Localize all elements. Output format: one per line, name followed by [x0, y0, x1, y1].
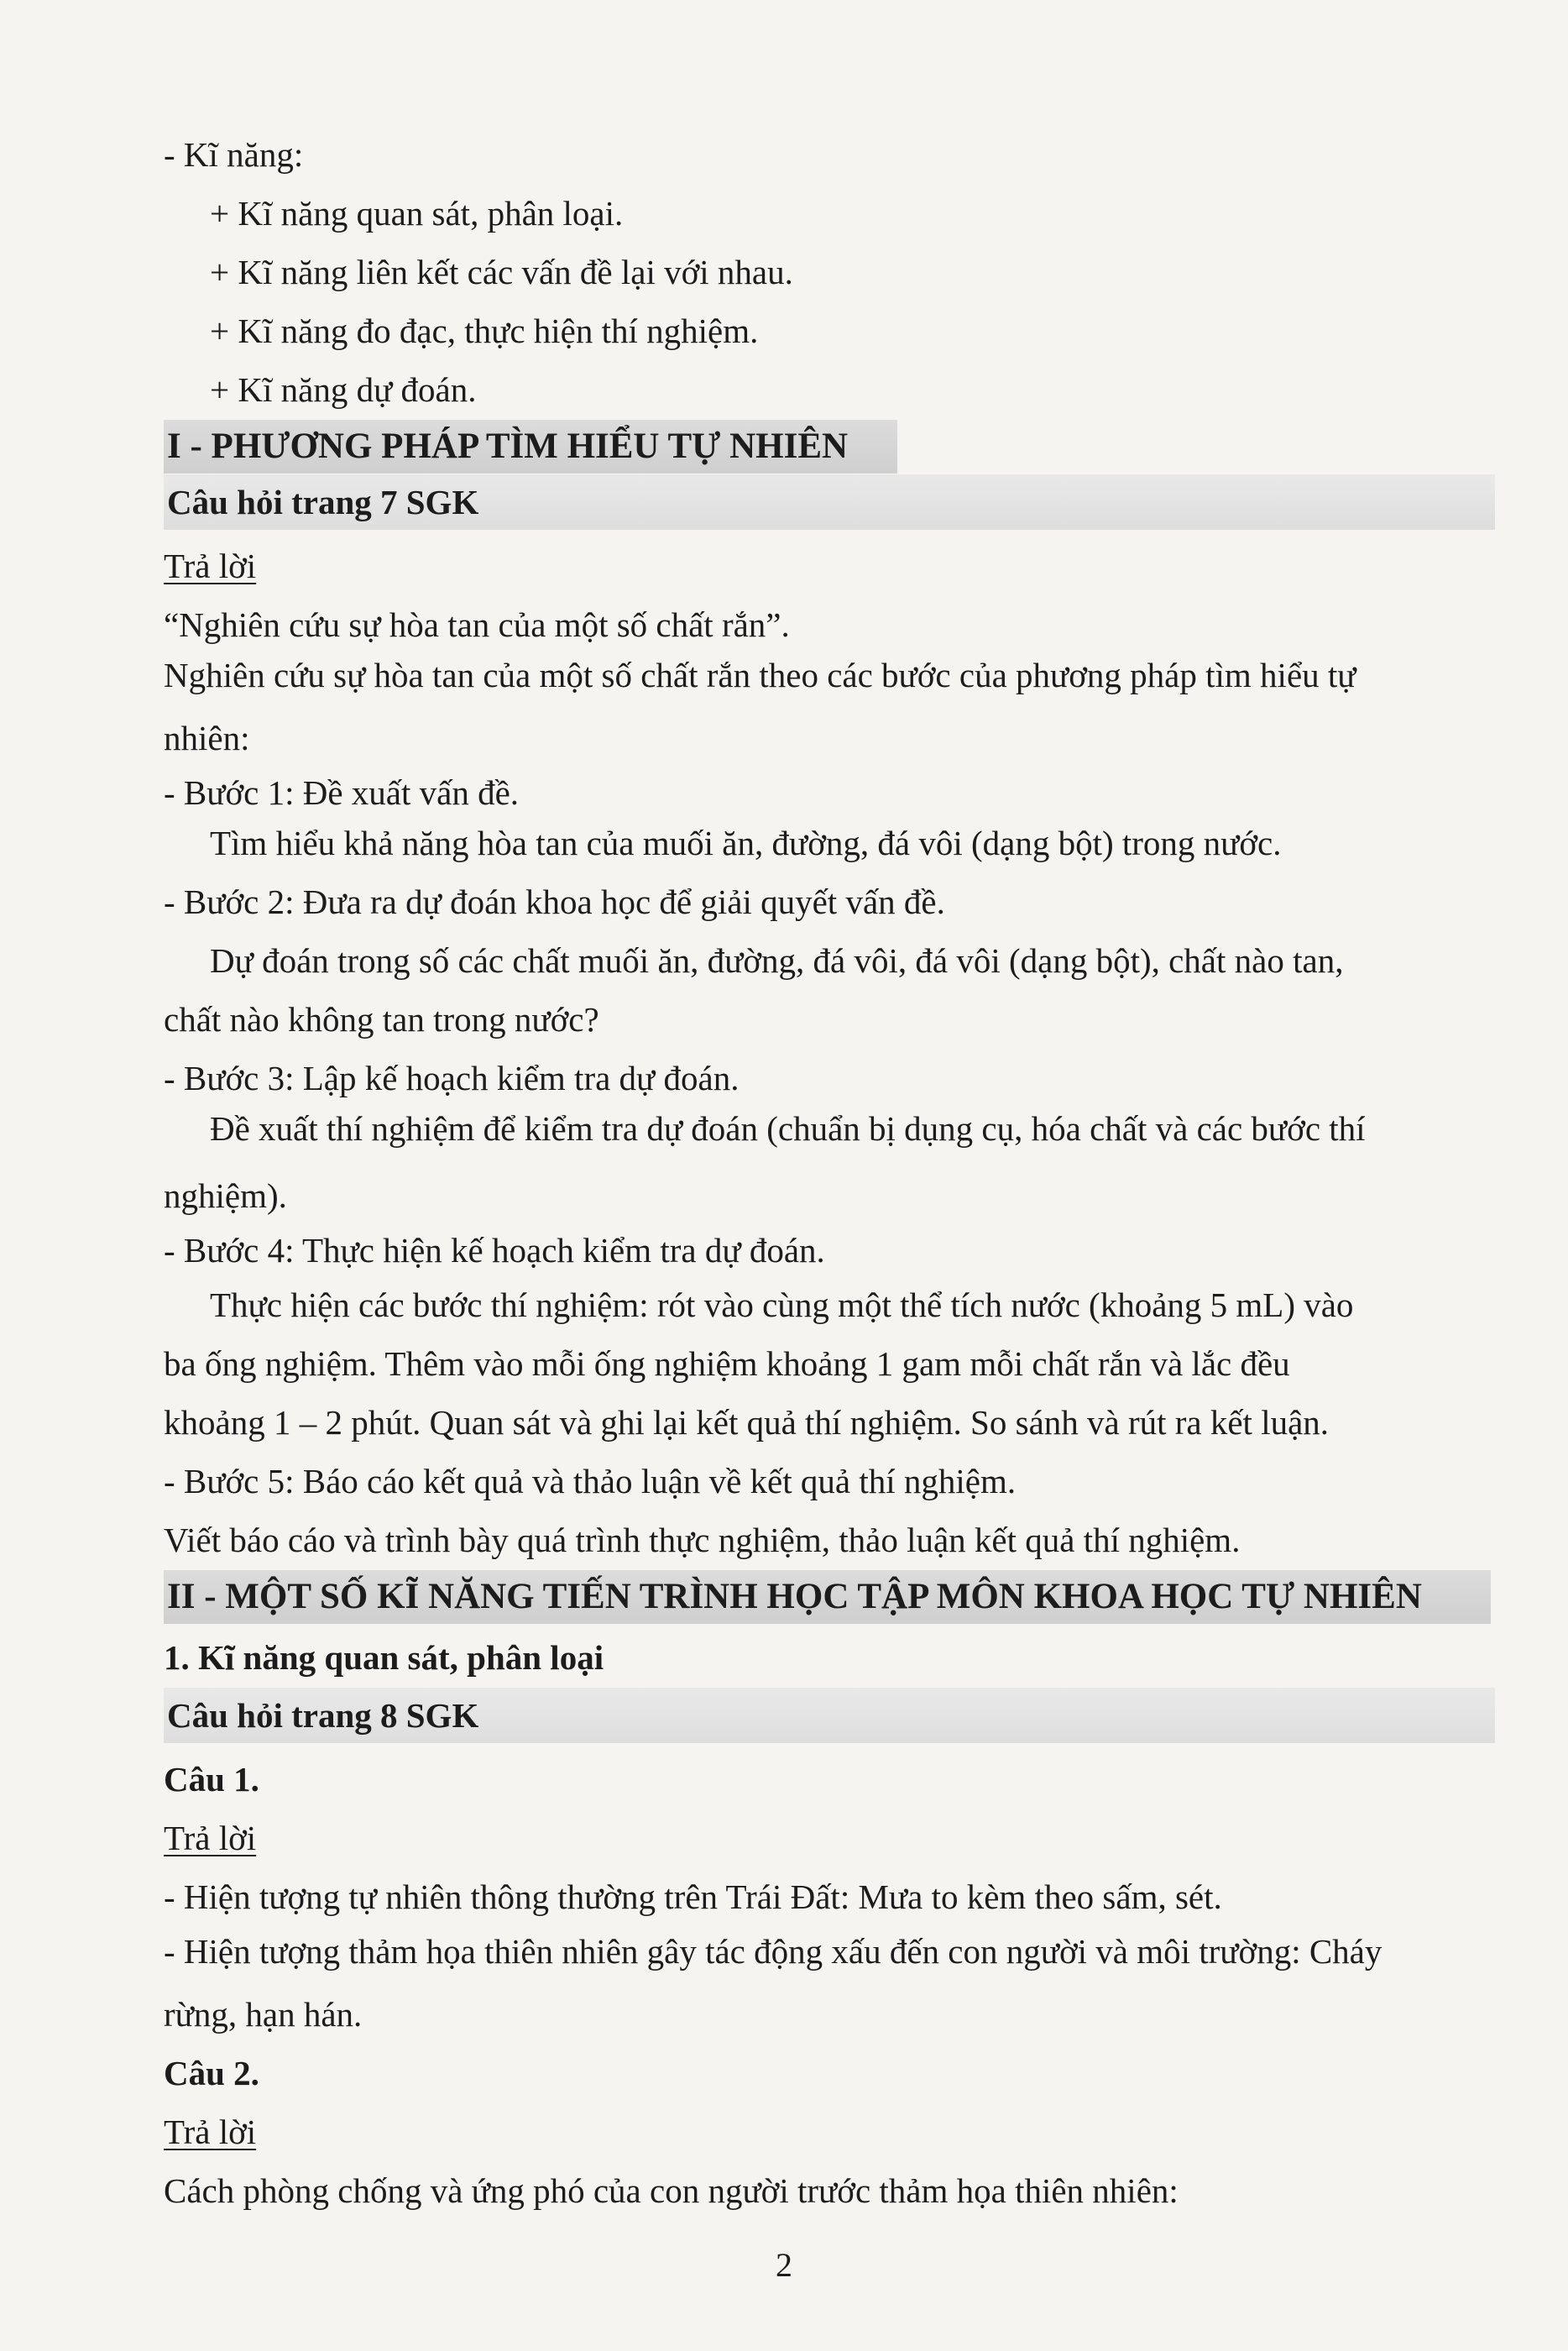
text-line: Dự đoán trong số các chất muối ăn, đường, đá vôi, đá vôi (dạng bột), chất nào tan,: [210, 941, 1344, 980]
text-line: Tìm hiểu khả năng hòa tan của muối ăn, đường, đá vôi (dạng bột) trong nước.: [210, 824, 1282, 862]
section-heading-2: II - MỘT SỐ KĨ NĂNG TIẾN TRÌNH HỌC TẬP MÔN KHOA HỌC TỰ NHIÊN: [164, 1570, 1491, 1624]
text-line: - Bước 5: Báo cáo kết quả và thảo luận về kết quả thí nghiệm.: [164, 1462, 1017, 1500]
text-line: + Kĩ năng liên kết các vấn đề lại với nhau.: [210, 253, 793, 291]
text-line: “Nghiên cứu sự hòa tan của một số chất rắn”.: [164, 605, 790, 644]
text-line: Đề xuất thí nghiệm để kiểm tra dự đoán (chuẩn bị dụng cụ, hóa chất và các bước thí: [210, 1109, 1366, 1148]
question-number: Câu 1.: [164, 1760, 259, 1799]
answer-label: Trả lời: [164, 547, 257, 585]
question-number: Câu 2.: [164, 2054, 259, 2092]
question-band: Câu hỏi trang 7 SGK: [164, 474, 1495, 530]
text-line: nghiệm).: [164, 1176, 287, 1215]
text-line: - Hiện tượng tự nhiên thông thường trên Trái Đất: Mưa to kèm theo sấm, sét.: [164, 1877, 1222, 1916]
answer-label: Trả lời: [164, 2113, 257, 2151]
text-line: - Bước 1: Đề xuất vấn đề.: [164, 773, 520, 812]
text-line: chất nào không tan trong nước?: [164, 1000, 599, 1039]
text-line: + Kĩ năng đo đạc, thực hiện thí nghiệm.: [210, 312, 759, 350]
text-line: ba ống nghiệm. Thêm vào mỗi ống nghiệm khoảng 1 gam mỗi chất rắn và lắc đều: [164, 1344, 1290, 1383]
text-line: - Bước 2: Đưa ra dự đoán khoa học để giải quyết vấn đề.: [164, 882, 945, 921]
text-line: rừng, hạn hán.: [164, 1995, 363, 2034]
text-line: - Kĩ năng:: [164, 135, 304, 174]
text-line: - Bước 3: Lập kế hoạch kiểm tra dự đoán.: [164, 1059, 740, 1097]
text-line: + Kĩ năng dự đoán.: [210, 370, 477, 409]
text-line: - Bước 4: Thực hiện kế hoạch kiểm tra dự đoán.: [164, 1231, 825, 1270]
text-line: - Hiện tượng thảm họa thiên nhiên gây tác động xấu đến con người và môi trường: Cháy: [164, 1932, 1382, 1971]
text-line: Nghiên cứu sự hòa tan của một số chất rắn theo các bước của phương pháp tìm hiểu tự: [164, 656, 1356, 694]
text-line: Cách phòng chống và ứng phó của con người trước thảm họa thiên nhiên:: [164, 2171, 1179, 2210]
text-line: + Kĩ năng quan sát, phân loại.: [210, 194, 624, 233]
text-line: khoảng 1 – 2 phút. Quan sát và ghi lại kết quả thí nghiệm. So sánh và rút ra kết luận.: [164, 1403, 1330, 1442]
text-line: Viết báo cáo và trình bày quá trình thực nghiệm, thảo luận kết quả thí nghiệm.: [164, 1521, 1241, 1559]
section-heading-1: I - PHƯƠNG PHÁP TÌM HIỂU TỰ NHIÊN: [164, 420, 897, 474]
answer-label: Trả lời: [164, 1819, 257, 1857]
text-line: Thực hiện các bước thí nghiệm: rót vào cùng một thể tích nước (khoảng 5 mL) vào: [210, 1285, 1354, 1324]
question-band: Câu hỏi trang 8 SGK: [164, 1688, 1495, 1743]
page-number: 2: [776, 2246, 792, 2284]
subheading: 1. Kĩ năng quan sát, phân loại: [164, 1638, 604, 1677]
text-line: nhiên:: [164, 719, 250, 757]
